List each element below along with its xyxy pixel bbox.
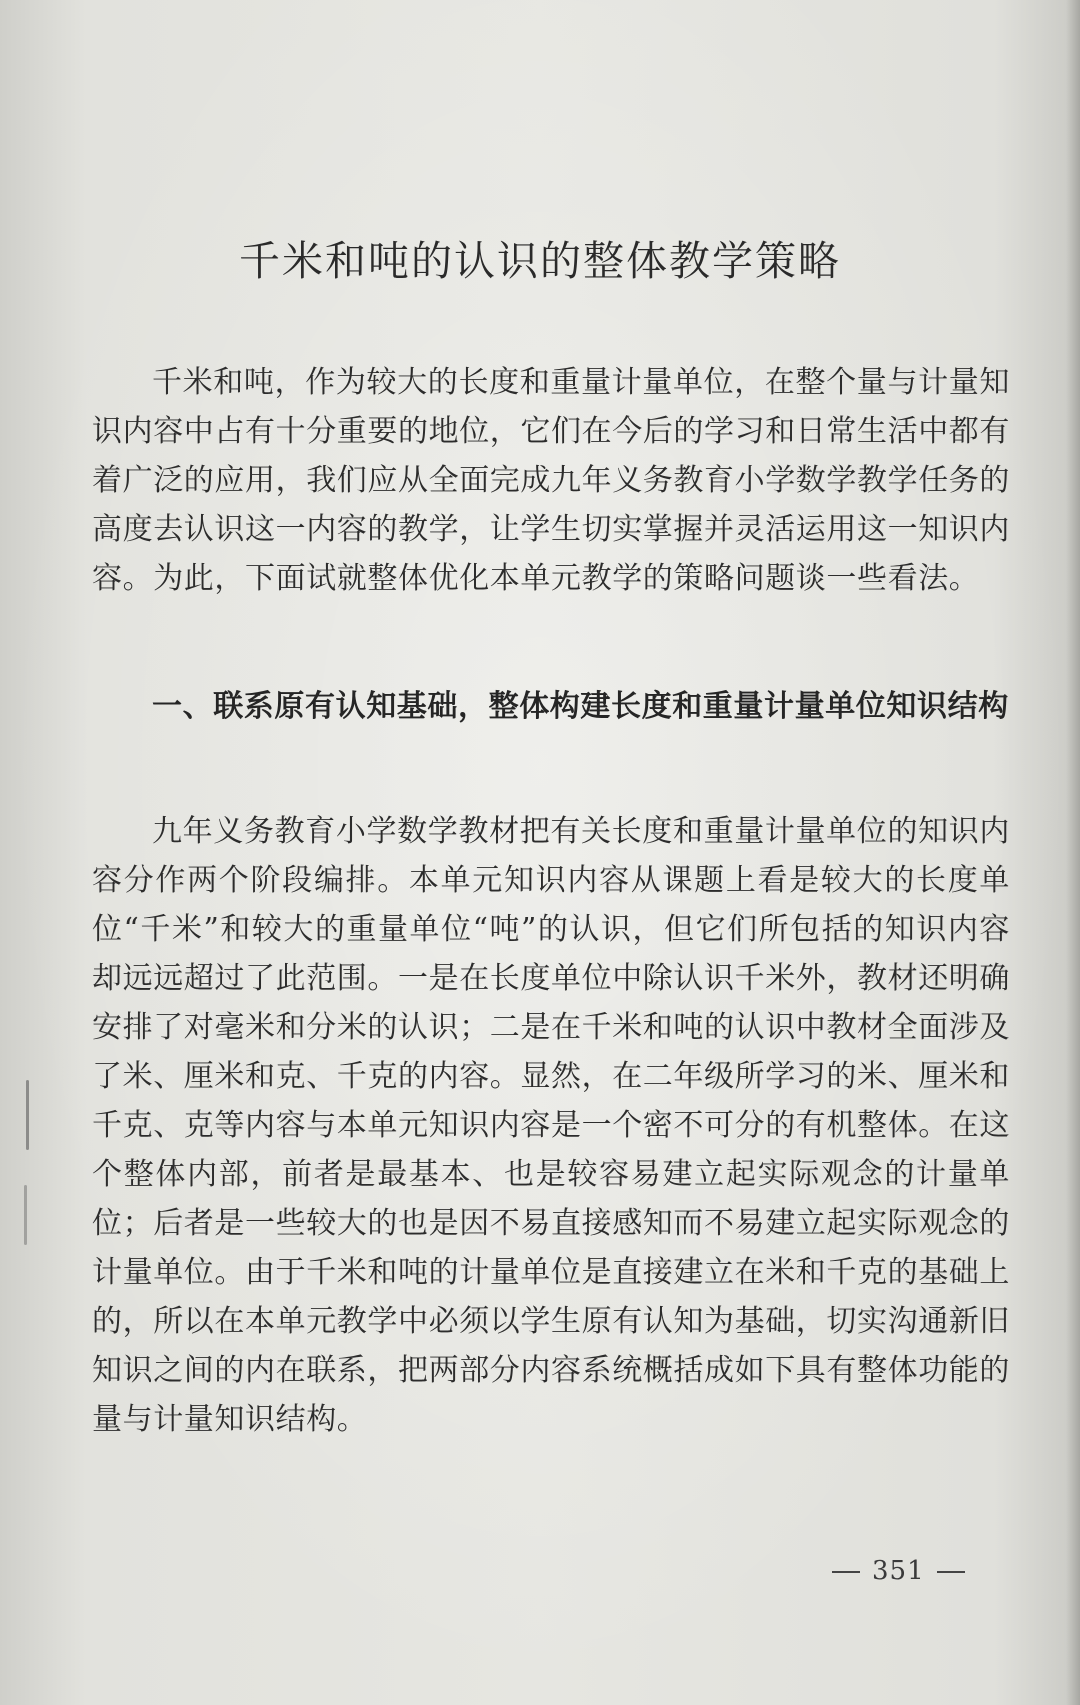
margin-pencil-mark [26, 1080, 29, 1150]
margin-pencil-mark [24, 1185, 27, 1245]
page-number [820, 1556, 977, 1586]
section-heading: 一、联系原有认知基础，整体构建长度和重量计量单位知识结构 [152, 689, 1009, 724]
page-number-value: 351 [872, 1556, 925, 1586]
dash-right [937, 1571, 965, 1573]
paragraph-intro: 千米和吨，作为较大的长度和重量计量单位，在整个量与计量知识内容中占有十分重要的地位，它们在今后的学习和日常生活中都有着广泛的应用，我们应从全面完成九年义务教育小学数学教学任务的高度去认识这一内容的教学，让学生切实掌握并灵活运用这一知识内容。为此，下面试就整体优化本单元教学的策略问题谈一些看法。 [92, 365, 1010, 596]
dash-left [832, 1571, 860, 1573]
article-title: 千米和吨的认识的整体教学策略 [239, 237, 841, 285]
paragraph-body: 九年义务教育小学数学教材把有关长度和重量计量单位的知识内容分作两个阶段编排。本单元知识内容从课题上看是较大的长度单位“千米”和较大的重量单位“吨”的认识，但它们所包括的知识内容却远远超过了此范围。一是在长度单位中除认识千米外，教材还明确安排了对毫米和分米的认识；二是在千米和吨的认识中教材全面涉及了米、厘米和克、千克的内容。显然，在二年级所学习的米、厘米和千克、克等内容与本单元知识内容是一个密不可分的有机整体。在这个整体内部，前者是最基本、也是较容易建立起实际观念的计量单位；后者是一些较大的也是因不易直接感知而不易建立起实际观念的计量单位。由于千米和吨的计量单位是直接建立在米和千克的基础上的，所以在本单元教学中必须以学生原有认知为基础，切实沟通新旧知识之间的内在联系，把两部分内容系统概括成如下具有整体功能的量与计量知识结构。 [92, 814, 1010, 1437]
